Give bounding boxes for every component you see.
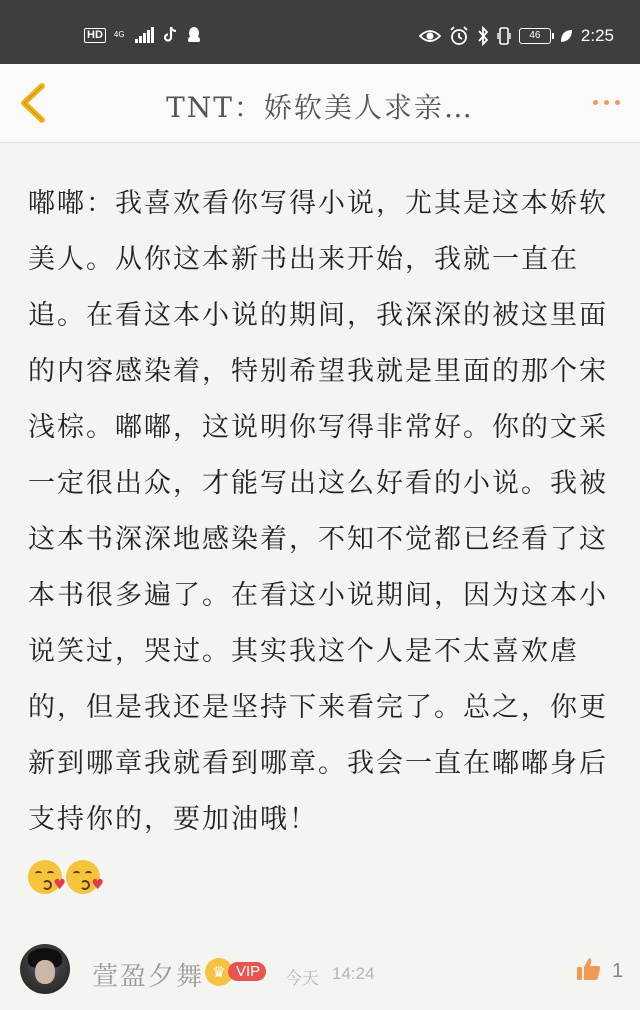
status-left	[84, 26, 202, 44]
comment-text: 嘟嘟：我喜欢看你写得小说，尤其是这本娇软美人。从你这本新书出来开始，我就一直在追。在看这本小说的期间，我深深的被这里面的内容感染着，特别希望我就是里面的那个宋浅棕。嘟嘟，这说明你写得非常好。你的文采一定很出众，才能写出这么好看的小说。我被这本书深深地感染着，不知不觉都已经看了这本书很多遍了。在看这小说期间，因为这本小说笑过，哭过。其实我这个人是不太喜欢虐的，但是我还是坚持下来看完了。总之，你更新到哪章我就看到哪章。我会一直在嘟嘟身后支持你的，要加油哦！	[28, 188, 608, 835]
signal-icon	[135, 27, 154, 43]
vibrate-icon	[497, 26, 511, 46]
avatar[interactable]	[20, 944, 70, 994]
kissing-face-icon: ♥	[28, 860, 62, 894]
hd-badge: HD	[84, 28, 106, 43]
status-bar	[0, 0, 640, 64]
like-count: 1	[612, 960, 624, 982]
qq-icon	[186, 26, 202, 44]
more-dot-icon	[604, 100, 609, 105]
status-time: 2:25	[580, 26, 614, 45]
chevron-left-icon	[14, 80, 54, 126]
crown-icon: ♛	[205, 958, 233, 986]
bluetooth-icon	[477, 26, 489, 46]
comment-time: 14:24	[332, 964, 375, 983]
page-title: TNT：娇软美人求亲…	[166, 91, 474, 124]
battery-icon: 46	[519, 28, 551, 44]
vip-badge: VIP	[228, 962, 266, 981]
eye-icon	[419, 28, 441, 44]
status-right	[419, 26, 614, 46]
kissing-face-icon: ♥	[66, 860, 100, 894]
comment-footer	[0, 938, 640, 1010]
username[interactable]: 萱盈夕舞	[92, 962, 205, 992]
thumbs-up-icon[interactable]	[576, 956, 602, 988]
nav-bar	[0, 64, 640, 143]
back-button[interactable]	[14, 80, 54, 126]
tiktok-icon	[162, 26, 178, 44]
alarm-icon	[449, 26, 469, 46]
more-dot-icon	[615, 100, 620, 105]
more-options-button[interactable]	[593, 100, 620, 105]
leaf-icon	[559, 28, 573, 44]
network-type: 4G	[113, 30, 125, 39]
emoji-row	[28, 860, 104, 894]
comment-date: 今天	[285, 969, 319, 989]
more-dot-icon	[593, 100, 598, 105]
